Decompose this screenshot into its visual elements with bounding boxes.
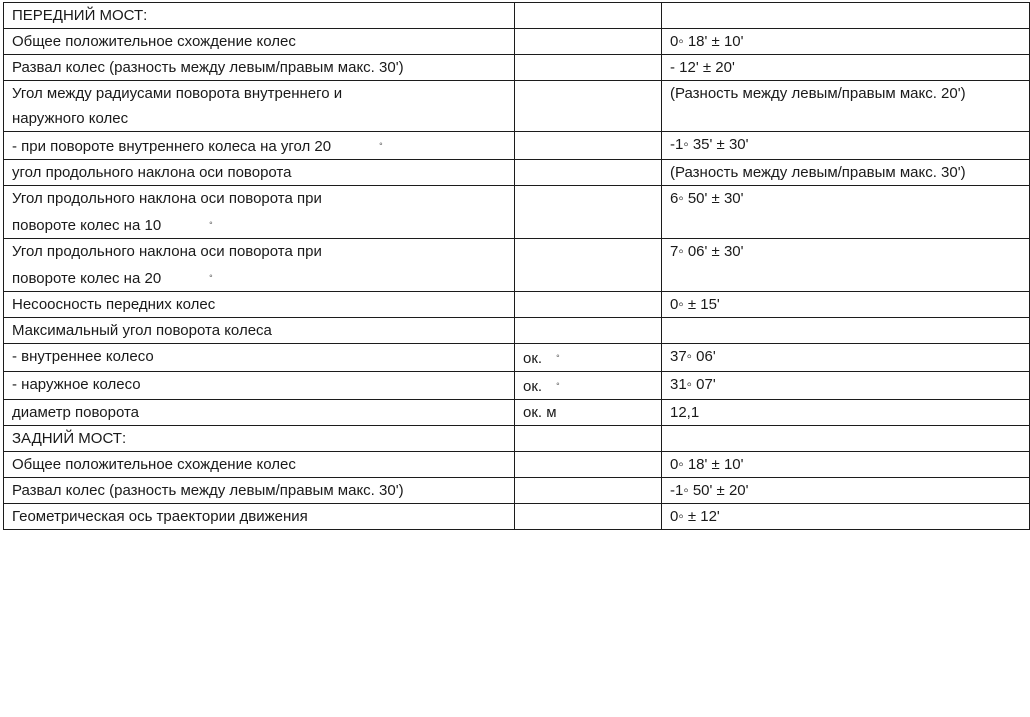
unit-cell (515, 160, 662, 186)
table-row (4, 3, 1030, 29)
param-cell (4, 426, 515, 452)
alignment-spec-table (3, 2, 1030, 530)
param-cell: Угол продольного наклона оси поворота при повороте колес на 20 ◦ (4, 239, 515, 292)
degree-sign: ◦ (556, 351, 560, 362)
value-cell: 0◦ ± 15' (662, 292, 1030, 318)
unit-cell (515, 3, 662, 29)
param-cell: Развал колес (разность между левым/правым макс. 30') (4, 55, 515, 81)
unit-cell (515, 29, 662, 55)
table-row (4, 478, 1030, 504)
param-cell: - наружное колесо (4, 372, 515, 400)
param-cell: Угол между радиусами поворота внутреннего и наружного колес (4, 81, 515, 132)
table-row (4, 186, 1030, 239)
value-cell: 37◦ 06' (662, 344, 1030, 372)
table-row (4, 29, 1030, 55)
table-row (4, 81, 1030, 132)
value-cell (662, 426, 1030, 452)
param-cell: - внутреннее колесо (4, 344, 515, 372)
section-heading-rear-axle: ЗАДНИЙ МОСТ: (12, 430, 127, 447)
unit-cell (515, 239, 662, 292)
param-cell: Общее положительное схождение колес (4, 29, 515, 55)
unit-cell (515, 186, 662, 239)
value-cell: -1◦ 50' ± 20' (662, 478, 1030, 504)
table-row (4, 426, 1030, 452)
value-cell: -1◦ 35' ± 30' (662, 132, 1030, 160)
value-cell: 7◦ 06' ± 30' (662, 239, 1030, 292)
table-row (4, 372, 1030, 400)
unit-cell (515, 504, 662, 530)
param-cell: Угол продольного наклона оси поворота при повороте колес на 10 ◦ (4, 186, 515, 239)
value-cell: 0◦ 18' ± 10' (662, 452, 1030, 478)
unit-cell: ок. ◦ (515, 372, 662, 400)
unit-cell (515, 55, 662, 81)
unit-cell (515, 426, 662, 452)
unit-cell (515, 292, 662, 318)
table-row (4, 452, 1030, 478)
unit-cell (515, 478, 662, 504)
param-cell: Несоосность передних колес (4, 292, 515, 318)
unit-cell (515, 132, 662, 160)
value-cell: - 12' ± 20' (662, 55, 1030, 81)
unit-cell (515, 318, 662, 344)
param-cell: Геометрическая ось траектории движения (4, 504, 515, 530)
param-cell: Развал колес (разность между левым/правым макс. 30') (4, 478, 515, 504)
param-cell: Максимальный угол поворота колеса (4, 318, 515, 344)
unit-cell (515, 81, 662, 132)
table-row (4, 292, 1030, 318)
table-row (4, 400, 1030, 426)
table-row (4, 504, 1030, 530)
table-row (4, 318, 1030, 344)
value-cell: 0◦ 18' ± 10' (662, 29, 1030, 55)
param-cell: угол продольного наклона оси поворота (4, 160, 515, 186)
value-cell: (Разность между левым/правым макс. 20') (662, 81, 1030, 132)
param-cell: диаметр поворота (4, 400, 515, 426)
spec-table-body (4, 3, 1030, 530)
value-cell: 6◦ 50' ± 30' (662, 186, 1030, 239)
table-row (4, 239, 1030, 292)
value-cell: 31◦ 07' (662, 372, 1030, 400)
value-cell: 0◦ ± 12' (662, 504, 1030, 530)
table-row (4, 344, 1030, 372)
degree-sign: ◦ (379, 139, 383, 150)
table-row (4, 55, 1030, 81)
degree-sign: ◦ (556, 379, 560, 390)
section-heading-front-axle: ПЕРЕДНИЙ МОСТ: (12, 7, 148, 24)
value-cell: 12,1 (662, 400, 1030, 426)
value-cell (662, 318, 1030, 344)
unit-cell: ок. м (515, 400, 662, 426)
param-cell: - при повороте внутреннего колеса на угол 20 ◦ (4, 132, 515, 160)
value-cell: (Разность между левым/правым макс. 30') (662, 160, 1030, 186)
value-cell (662, 3, 1030, 29)
unit-cell: ок. ◦ (515, 344, 662, 372)
table-row (4, 160, 1030, 186)
degree-sign: ◦ (209, 271, 213, 282)
param-cell: Общее положительное схождение колес (4, 452, 515, 478)
unit-cell (515, 452, 662, 478)
degree-sign: ◦ (209, 218, 213, 229)
param-cell (4, 3, 515, 29)
table-row (4, 132, 1030, 160)
